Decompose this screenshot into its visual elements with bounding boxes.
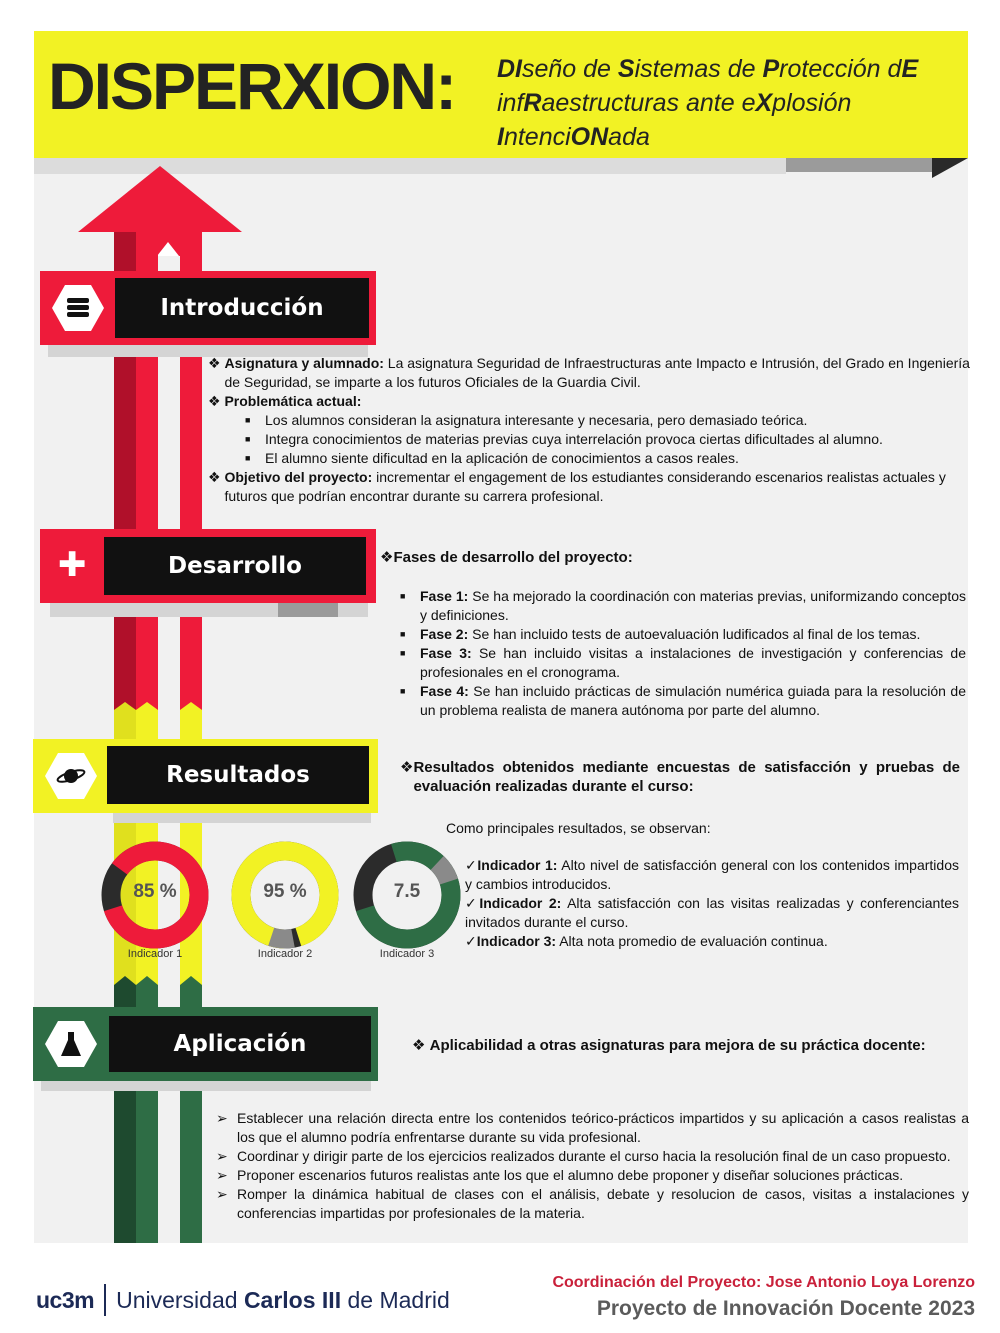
phase-head: Fase 1: [420, 588, 469, 604]
aplicacion-heading-text: Aplicabilidad a otras asignaturas para mejora de su práctica docente: [429, 1037, 926, 1054]
puzzle-icon: ✚ [58, 546, 87, 584]
resultados-heading-block [400, 758, 960, 796]
intro-text [208, 354, 978, 506]
asignatura-head: Asignatura y alumnado: [224, 355, 384, 371]
indicators-list [465, 856, 959, 951]
section-label: Resultados [107, 746, 369, 804]
problematica-head: Problemática actual: [224, 393, 362, 409]
phase-item [400, 682, 966, 720]
aplicacion-item: ➢ Establecer una relación directa entre los contenidos teórico-prácticos impartidos y su aplicación a casos realistas a los que el alumno podría enfrentarse durante su vida profesional. [216, 1110, 969, 1145]
university-suffix: de Madrid [341, 1286, 450, 1313]
subtitle-segment: ON [570, 123, 609, 151]
aplicacion-heading-block [412, 1036, 972, 1055]
aplicacion-heading: ❖ Aplicabilidad a otras asignaturas para mejora de su práctica docente: [412, 1037, 926, 1054]
objetivo-text: incrementar el engagement de los estudiantes considerando escenarios realistas actuales y futuros que podrían encontrar durante su carrera profesional. [224, 469, 946, 504]
phases-list [400, 587, 966, 720]
aplicacion-item-text: Establecer una relación directa entre los contenidos teórico-prácticos impartidos y su aplicación a casos realistas a los que el alumno podría enfrentarse durante su vida profesional. [237, 1110, 969, 1145]
desarrollo-heading: ❖ Fases de desarrollo del proyecto: [380, 549, 633, 566]
phase-text: Se han incluido tests de autoevaluación ludificados al final de los temas. [468, 626, 921, 642]
desarrollo-text [380, 548, 966, 720]
subtitle-segment: S [617, 55, 635, 83]
donut-caption: Indicador 1 [127, 948, 183, 960]
phase-text: Se han incluido visitas a instalaciones de investigación y conferencias de profesionales en el cronograma. [420, 645, 967, 680]
subtitle-segment: plosión [772, 89, 852, 117]
university-prefix: Universidad [116, 1286, 244, 1313]
aplicacion-item-text: Proponer escenarios futuros realistas ante los que el alumno debe proponer y diseñar soluciones prácticas. [237, 1167, 904, 1183]
university-logo [36, 1284, 450, 1316]
aplicacion-item: ➢ Proponer escenarios futuros realistas ante los que el alumno debe proponer y diseñar soluciones prácticas. [216, 1167, 904, 1183]
banner-desarrollo [40, 529, 376, 619]
indicator-item: ✓Indicador 3: Alta nota promedio de evaluación continua. [465, 933, 828, 949]
indicator-head: Indicador 1: [477, 857, 558, 873]
donut-value-label: 7.5 [393, 881, 421, 902]
banner-introduccion [40, 271, 376, 357]
aplicacion-list [216, 1109, 969, 1223]
aplicacion-item: ➢ Coordinar y dirigir parte de los ejercicios realizados durante el curso hacia la resolución final de un caso propuesto. [216, 1148, 951, 1164]
subtitle-segment: X [755, 89, 773, 117]
resultados-intro: Como principales resultados, se observan: [446, 820, 711, 836]
phase-item [400, 625, 966, 644]
problems-list [245, 411, 978, 468]
section-label: Desarrollo [104, 537, 366, 595]
phase-head: Fase 4: [420, 683, 469, 699]
phase-item [400, 587, 966, 625]
subtitle-segment: R [523, 89, 542, 117]
banner-shadow [41, 1081, 371, 1091]
phase-head: Fase 2: [420, 626, 469, 642]
indicator-head: Indicador 3: [476, 933, 557, 949]
donut-value-label: 95 % [263, 881, 307, 902]
project-title: Proyecto de Innovación Docente 2023 [596, 1297, 975, 1320]
indicator-text: Alta nota promedio de evaluación continua. [556, 933, 828, 949]
subtitle-segment: ada [608, 123, 650, 151]
indicator-text: Alto nivel de satisfacción general con los contenidos impartidos y cambios introducidos. [465, 857, 959, 892]
asignatura-item: ❖ Asignatura y alumnado: La asignatura Seguridad de Infraestructuras ante Impacto e Intrusión, del Grado en Ingeniería de Seguridad, se imparte a los futuros Oficiales de la Guardia Civil. [208, 355, 970, 390]
coordination-text: Coordinación del Proyecto: Jose Antonio Loya Lorenzo [552, 1274, 975, 1291]
section-label: Introducción [115, 278, 369, 338]
subtitle-segment: inf [497, 89, 524, 117]
phase-text: Se han incluido prácticas de simulación numérica guiada para la resolución de un problema realista de manera autónoma por parte del alumno. [420, 683, 966, 718]
subtitle-segment: P [762, 55, 780, 83]
donut-caption: Indicador 3 [379, 948, 435, 960]
indicator-item: ✓Indicador 1: Alto nivel de satisfacción general con los contenidos impartidos y cambios introducidos. [465, 857, 959, 892]
aplicacion-item: ➢ Romper la dinámica habitual de clases con el análisis, debate y resolucion de casos, visitas a instalaciones y conferencias impartidas por profesionales de la materia. [216, 1186, 969, 1221]
university-bold: Carlos III [243, 1286, 342, 1313]
banner-shadow-dark [278, 603, 338, 617]
subtitle-segment: aestructuras ante e [541, 89, 756, 117]
problem-item: ■ Los alumnos consideran la asignatura interesante y necesaria, pero demasiado teórica. [245, 411, 978, 430]
subtitle-segment: I [497, 123, 504, 151]
problem-item: ■ Integra conocimientos de materias previas cuya interrelación provoca ciertas dificultades al alumno. [245, 430, 978, 449]
aplicacion-item-text: Coordinar y dirigir parte de los ejercicios realizados durante el curso hacia la resolución final de un caso propuesto. [237, 1148, 951, 1164]
donut-caption: Indicador 2 [257, 948, 313, 960]
objetivo-item: ❖ Objetivo del proyecto: incrementar el engagement de los estudiantes considerando escenarios realistas actuales y futuros que podrían encontrar durante su carrera profesional. [208, 469, 946, 504]
banner-resultados [33, 739, 378, 825]
subtitle-segment: ntenci [503, 123, 571, 151]
university-name [116, 1287, 450, 1314]
phase-item [400, 644, 966, 682]
main-title: DISPERXION: [48, 49, 456, 123]
phase-head: Fase 3: [420, 645, 472, 661]
subtitle-segment: rotección d [779, 55, 902, 83]
indicator-text: Alta satisfacción con las visitas realizadas y conferenciantes invitados durante el curso. [465, 895, 959, 930]
problematica-item: ❖ Problemática actual: [208, 393, 362, 409]
uc3m-mark: uc3m [36, 1286, 95, 1313]
desarrollo-heading-text: Fases de desarrollo del proyecto: [393, 549, 633, 566]
objetivo-head: Objetivo del proyecto: [224, 469, 373, 485]
banner-aplicacion [33, 1007, 378, 1093]
aplicacion-item-text: Romper la dinámica habitual de clases con el análisis, debate y resolucion de casos, visitas a instalaciones y conferencias impartidas por profesionales de la materia. [237, 1186, 969, 1221]
subtitle-segment: seño de [522, 55, 618, 83]
problem-item: ■ El alumno siente dificultad en la aplicación de conocimientos a casos reales. [245, 449, 978, 468]
resultados-heading-text: Resultados obtenidos mediante encuestas de satisfacción y pruebas de evaluación realizadas durante el curso: [413, 759, 960, 795]
section-label: Aplicación [109, 1016, 371, 1072]
phase-text: Se ha mejorado la coordinación con materias previas, uniformizando conceptos y definiciones. [420, 588, 966, 623]
subtitle-segment: istemas de [634, 55, 763, 83]
donut-value-label: 85 % [133, 881, 177, 902]
subtitle-segment: DI [497, 55, 522, 83]
resultados-heading: ❖ Resultados obtenidos mediante encuestas de satisfacción y pruebas de evaluación realizadas durante el curso: [400, 759, 960, 795]
asignatura-text: La asignatura Seguridad de Infraestructuras ante Impacto e Intrusión, del Grado en Ingeniería de Seguridad, se imparte a los futuros Oficiales de la Guardia Civil. [224, 355, 970, 390]
logo-separator [104, 1284, 106, 1316]
banner-shadow [113, 813, 371, 823]
indicator-head: Indicador 2: [479, 895, 562, 911]
subtitle-segment: E [901, 55, 919, 83]
indicator-item: ✓Indicador 2: Alta satisfacción con las visitas realizadas y conferenciantes invitados durante el curso. [465, 895, 959, 930]
